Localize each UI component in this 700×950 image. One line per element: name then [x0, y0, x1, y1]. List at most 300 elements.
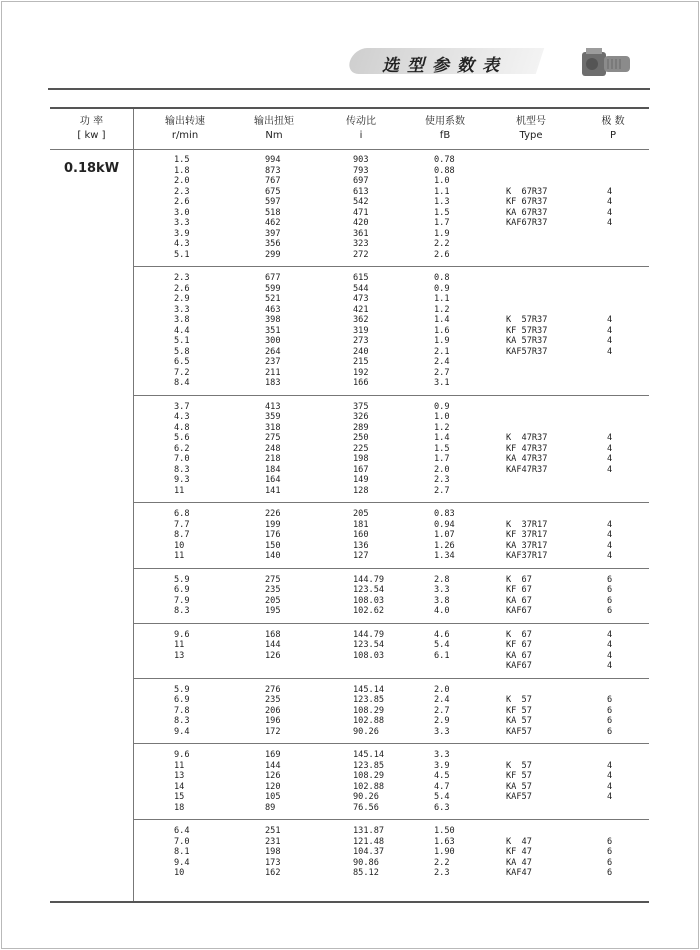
torque-cell: 597 — [265, 197, 281, 207]
service-factor-cell: 2.4 — [434, 357, 450, 367]
speed-cell: 7.0 — [174, 836, 190, 847]
speed-cell: 7.8 — [174, 705, 190, 716]
service-factor-cell: 4.6 — [434, 629, 450, 640]
torque-cell: 226 — [265, 509, 281, 519]
ratio-cell: 420 — [353, 218, 369, 228]
torque-column — [265, 630, 281, 662]
poles-cell: 6 — [607, 606, 613, 616]
service-factor-cell: 6.3 — [434, 802, 450, 813]
speed-column — [174, 509, 190, 562]
type-cell: KF 67 — [506, 640, 532, 650]
type-cell: KAF67 — [506, 606, 532, 616]
poles-cell: 4 — [607, 650, 613, 661]
service-factor-cell: 1.0 — [434, 412, 450, 422]
speed-cell: 11 — [174, 485, 185, 496]
ratio-cell: 362 — [353, 315, 369, 325]
speed-cell: 3.3 — [174, 304, 190, 315]
ratio-cell: 149 — [353, 475, 369, 485]
speed-cell: 8.4 — [174, 378, 190, 388]
service-factor-column — [434, 155, 455, 260]
poles-cell: 4 — [607, 454, 613, 464]
ratio-cell: 123.85 — [353, 760, 385, 771]
poles-cell: 6 — [607, 726, 613, 737]
speed-cell: 5.9 — [174, 574, 190, 585]
header-poles: 极 数 P — [601, 116, 625, 141]
torque-column — [265, 685, 281, 738]
ratio-cell: 319 — [353, 325, 369, 336]
speed-column — [174, 155, 190, 260]
ratio-cell: 613 — [353, 186, 369, 197]
torque-cell: 237 — [265, 357, 281, 367]
torque-cell: 89 — [265, 802, 276, 813]
table-row-group — [134, 820, 649, 885]
speed-cell: 13 — [174, 771, 185, 781]
service-factor-cell: 0.9 — [434, 401, 450, 412]
ratio-cell: 136 — [353, 540, 369, 551]
speed-cell: 2.9 — [174, 294, 190, 304]
service-factor-cell: 2.3 — [434, 868, 450, 878]
speed-column — [174, 685, 190, 738]
service-factor-cell: 0.88 — [434, 165, 455, 176]
type-column — [506, 837, 532, 879]
speed-cell: 7.0 — [174, 454, 190, 464]
speed-cell: 9.3 — [174, 475, 190, 485]
torque-cell: 176 — [265, 530, 281, 540]
ratio-cell: 123.54 — [353, 640, 385, 650]
type-cell: KA 47R37 — [506, 454, 548, 464]
table-row-group — [134, 744, 649, 820]
torque-cell: 873 — [265, 165, 281, 176]
service-factor-cell: 2.0 — [434, 464, 450, 475]
torque-cell: 275 — [265, 574, 281, 585]
speed-column — [174, 750, 190, 813]
type-column — [506, 315, 547, 357]
type-cell: KF 37R17 — [506, 530, 548, 540]
speed-cell: 3.3 — [174, 218, 190, 228]
speed-cell: 8.7 — [174, 530, 190, 540]
torque-cell: 199 — [265, 519, 281, 530]
speed-column — [174, 575, 190, 617]
torque-cell: 675 — [265, 186, 281, 197]
ratio-column — [353, 826, 384, 879]
speed-cell: 2.6 — [174, 197, 190, 207]
poles-cell: 4 — [607, 336, 613, 346]
header-power: 功 率 [ kw ] — [77, 116, 106, 141]
type-cell: K 67R37 — [506, 186, 548, 197]
service-factor-column — [434, 402, 450, 497]
ratio-cell: 181 — [353, 519, 369, 530]
poles-cell: 4 — [607, 519, 613, 530]
type-cell: KAF57 — [506, 726, 532, 737]
ratio-cell: 85.12 — [353, 868, 379, 878]
ratio-cell: 471 — [353, 207, 369, 218]
type-cell: K 37R17 — [506, 519, 548, 530]
ratio-cell: 473 — [353, 294, 369, 304]
service-factor-cell: 1.9 — [434, 228, 450, 239]
poles-column — [607, 315, 612, 357]
torque-cell: 218 — [265, 454, 281, 464]
torque-cell: 162 — [265, 868, 281, 878]
service-factor-cell: 1.4 — [434, 315, 450, 325]
torque-cell: 351 — [265, 325, 281, 336]
type-cell: KF 57R37 — [506, 325, 548, 336]
torque-cell: 173 — [265, 857, 281, 868]
ratio-cell: 361 — [353, 228, 369, 239]
speed-cell: 6.8 — [174, 509, 190, 519]
ratio-cell: 145.14 — [353, 684, 385, 695]
service-factor-cell: 1.4 — [434, 433, 450, 443]
ratio-cell: 108.03 — [353, 595, 385, 606]
service-factor-cell: 1.34 — [434, 551, 455, 561]
speed-cell: 9.6 — [174, 629, 190, 640]
service-factor-cell: 1.7 — [434, 218, 450, 228]
type-cell: KA 67 — [506, 595, 532, 606]
poles-cell: 6 — [607, 847, 613, 857]
poles-column — [607, 837, 612, 879]
service-factor-cell: 2.6 — [434, 249, 450, 260]
ratio-cell: 145.14 — [353, 750, 385, 760]
torque-cell: 275 — [265, 433, 281, 443]
header-service-factor: 使用系数 fB — [425, 116, 465, 141]
ratio-cell: 123.54 — [353, 585, 385, 595]
torque-cell: 264 — [265, 346, 281, 357]
poles-cell: 6 — [607, 868, 613, 878]
torque-cell: 994 — [265, 155, 281, 165]
speed-cell: 7.9 — [174, 595, 190, 606]
torque-column — [265, 575, 281, 617]
ratio-column — [353, 685, 384, 738]
service-factor-cell: 1.1 — [434, 294, 450, 304]
ratio-column — [353, 750, 384, 813]
type-cell: KF 67 — [506, 585, 532, 595]
torque-cell: 164 — [265, 475, 281, 485]
poles-column — [607, 761, 612, 803]
header-speed: 输出转速 r/min — [165, 116, 205, 141]
type-cell: K 57R37 — [506, 315, 548, 325]
torque-cell: 356 — [265, 239, 281, 249]
ratio-cell: 167 — [353, 464, 369, 475]
ratio-cell: 615 — [353, 273, 369, 283]
type-cell: KA 57 — [506, 716, 532, 726]
ratio-cell: 289 — [353, 422, 369, 433]
type-cell: K 57 — [506, 695, 532, 705]
poles-cell: 4 — [607, 760, 613, 771]
service-factor-cell: 4.0 — [434, 606, 450, 616]
service-factor-cell: 1.5 — [434, 207, 450, 218]
type-cell: KF 67R37 — [506, 197, 548, 207]
torque-cell: 126 — [265, 650, 281, 661]
speed-cell: 3.9 — [174, 228, 190, 239]
poles-cell: 4 — [607, 197, 613, 207]
torque-cell: 397 — [265, 228, 281, 239]
service-factor-cell: 1.3 — [434, 197, 450, 207]
ratio-column — [353, 509, 369, 562]
service-factor-cell: 2.7 — [434, 705, 450, 716]
service-factor-column — [434, 685, 450, 738]
torque-cell: 413 — [265, 401, 281, 412]
type-column — [506, 695, 532, 737]
poles-cell: 6 — [607, 716, 613, 726]
torque-cell: 463 — [265, 304, 281, 315]
speed-cell: 6.4 — [174, 826, 190, 836]
service-factor-cell: 1.90 — [434, 847, 455, 857]
torque-cell: 231 — [265, 836, 281, 847]
torque-cell: 144 — [265, 760, 281, 771]
type-cell: KF 47 — [506, 847, 532, 857]
ratio-cell: 240 — [353, 346, 369, 357]
poles-cell: 4 — [607, 207, 613, 218]
header-type: 机型号 Type — [516, 116, 546, 141]
type-cell: KA 47 — [506, 857, 532, 868]
ratio-column — [353, 273, 369, 389]
ratio-cell: 323 — [353, 239, 369, 249]
torque-cell: 120 — [265, 781, 281, 792]
type-cell: KA 67 — [506, 650, 532, 661]
ratio-cell: 90.26 — [353, 726, 379, 737]
torque-cell: 248 — [265, 443, 281, 454]
torque-cell: 677 — [265, 273, 281, 283]
poles-cell: 6 — [607, 585, 613, 595]
speed-cell: 7.7 — [174, 519, 190, 530]
service-factor-cell: 1.2 — [434, 422, 450, 433]
speed-cell: 3.0 — [174, 207, 190, 218]
torque-column — [265, 826, 281, 879]
service-factor-cell: 2.8 — [434, 574, 450, 585]
poles-column — [607, 695, 612, 737]
ratio-cell: 192 — [353, 367, 369, 378]
service-factor-cell: 5.4 — [434, 792, 450, 802]
type-cell: KAF67R37 — [506, 218, 548, 228]
torque-cell: 599 — [265, 283, 281, 294]
speed-cell: 6.2 — [174, 443, 190, 454]
torque-cell: 150 — [265, 540, 281, 551]
type-cell: KAF57R37 — [506, 346, 548, 357]
speed-cell: 8.3 — [174, 464, 190, 475]
service-factor-column — [434, 575, 450, 617]
speed-cell: 6.5 — [174, 357, 190, 367]
torque-cell: 398 — [265, 315, 281, 325]
service-factor-cell: 1.9 — [434, 336, 450, 346]
table-row-group — [134, 149, 649, 267]
service-factor-cell: 4.5 — [434, 771, 450, 781]
service-factor-cell: 1.0 — [434, 176, 450, 186]
speed-cell: 5.1 — [174, 249, 190, 260]
poles-cell: 4 — [607, 640, 613, 650]
speed-cell: 3.7 — [174, 401, 190, 412]
ratio-cell: 272 — [353, 249, 369, 260]
ratio-cell: 131.87 — [353, 826, 385, 836]
poles-cell: 4 — [607, 781, 613, 792]
ratio-cell: 123.85 — [353, 695, 385, 705]
gearmotor-icon — [578, 46, 634, 80]
speed-cell: 9.4 — [174, 857, 190, 868]
ratio-cell: 108.29 — [353, 705, 385, 716]
speed-cell: 5.6 — [174, 433, 190, 443]
ratio-cell: 375 — [353, 401, 369, 412]
speed-column — [174, 630, 190, 662]
speed-cell: 2.6 — [174, 283, 190, 294]
service-factor-column — [434, 509, 455, 562]
table-row-group — [134, 569, 649, 624]
service-factor-cell: 6.1 — [434, 650, 450, 661]
ratio-cell: 273 — [353, 336, 369, 346]
service-factor-cell: 2.4 — [434, 695, 450, 705]
speed-cell: 1.5 — [174, 155, 190, 165]
torque-cell: 126 — [265, 771, 281, 781]
type-column — [506, 433, 547, 475]
type-cell: KAF57 — [506, 792, 532, 802]
type-cell: KAF47 — [506, 868, 532, 878]
poles-cell: 4 — [607, 792, 613, 802]
speed-cell: 11 — [174, 551, 185, 561]
speed-cell: 14 — [174, 781, 185, 792]
service-factor-column — [434, 826, 455, 879]
type-cell: KF 47R37 — [506, 443, 548, 454]
service-factor-cell: 0.94 — [434, 519, 455, 530]
service-factor-cell: 3.3 — [434, 585, 450, 595]
torque-cell: 141 — [265, 485, 281, 496]
speed-cell: 13 — [174, 650, 185, 661]
torque-cell: 518 — [265, 207, 281, 218]
torque-cell: 235 — [265, 695, 281, 705]
poles-cell: 6 — [607, 857, 613, 868]
type-column — [506, 630, 532, 672]
poles-cell: 4 — [607, 551, 613, 561]
torque-cell: 183 — [265, 378, 281, 388]
type-cell: KF 57 — [506, 705, 532, 716]
poles-cell: 4 — [607, 540, 613, 551]
table-row-group — [134, 624, 649, 679]
ratio-cell: 542 — [353, 197, 369, 207]
header-ratio: 传动比 i — [346, 116, 376, 141]
type-column — [506, 575, 532, 617]
torque-cell: 205 — [265, 595, 281, 606]
type-cell: K 57 — [506, 760, 532, 771]
table-row-group — [134, 267, 649, 396]
type-cell: KA 57R37 — [506, 336, 548, 346]
service-factor-cell: 0.83 — [434, 509, 455, 519]
torque-cell: 235 — [265, 585, 281, 595]
service-factor-column — [434, 750, 450, 813]
type-cell: KAF67 — [506, 661, 532, 671]
ratio-cell: 198 — [353, 454, 369, 464]
poles-cell: 4 — [607, 433, 613, 443]
poles-cell: 4 — [607, 443, 613, 454]
type-cell: K 67 — [506, 629, 532, 640]
page-title: 选型参数表 — [382, 56, 507, 76]
speed-column — [174, 402, 190, 497]
ratio-cell: 102.88 — [353, 716, 385, 726]
poles-cell: 4 — [607, 629, 613, 640]
selection-table — [50, 107, 649, 903]
service-factor-cell: 1.07 — [434, 530, 455, 540]
service-factor-cell: 2.3 — [434, 475, 450, 485]
type-cell: K 47R37 — [506, 433, 548, 443]
ratio-cell: 104.37 — [353, 847, 385, 857]
speed-column — [174, 273, 190, 389]
service-factor-column — [434, 273, 450, 389]
speed-cell: 5.1 — [174, 336, 190, 346]
service-factor-cell: 3.9 — [434, 760, 450, 771]
type-cell: KAF37R17 — [506, 551, 548, 561]
speed-cell: 10 — [174, 540, 185, 551]
torque-cell: 300 — [265, 336, 281, 346]
service-factor-cell: 4.7 — [434, 781, 450, 792]
service-factor-cell: 1.26 — [434, 540, 455, 551]
service-factor-cell: 2.7 — [434, 367, 450, 378]
ratio-cell: 160 — [353, 530, 369, 540]
poles-cell: 4 — [607, 218, 613, 228]
service-factor-cell: 1.1 — [434, 186, 450, 197]
service-factor-cell: 0.8 — [434, 273, 450, 283]
poles-cell: 6 — [607, 836, 613, 847]
speed-cell: 4.8 — [174, 422, 190, 433]
ratio-column — [353, 575, 384, 617]
speed-cell: 2.3 — [174, 186, 190, 197]
torque-column — [265, 273, 281, 389]
service-factor-cell: 0.9 — [434, 283, 450, 294]
service-factor-cell: 2.1 — [434, 346, 450, 357]
ratio-cell: 121.48 — [353, 836, 385, 847]
ratio-cell: 144.79 — [353, 574, 385, 585]
type-cell: KA 67R37 — [506, 207, 548, 218]
ratio-cell: 326 — [353, 412, 369, 422]
speed-cell: 11 — [174, 640, 185, 650]
service-factor-cell: 2.2 — [434, 857, 450, 868]
poles-column — [607, 575, 612, 617]
speed-cell: 5.9 — [174, 684, 190, 695]
poles-cell: 6 — [607, 695, 613, 705]
torque-cell: 462 — [265, 218, 281, 228]
torque-cell: 140 — [265, 551, 281, 561]
torque-cell: 168 — [265, 629, 281, 640]
service-factor-cell: 1.7 — [434, 454, 450, 464]
ratio-cell: 421 — [353, 304, 369, 315]
poles-cell: 4 — [607, 464, 613, 475]
speed-cell: 7.2 — [174, 367, 190, 378]
ratio-cell: 544 — [353, 283, 369, 294]
type-cell: KA 37R17 — [506, 540, 548, 551]
speed-cell: 9.4 — [174, 726, 190, 737]
torque-cell: 211 — [265, 367, 281, 378]
speed-cell: 6.9 — [174, 695, 190, 705]
ratio-cell: 90.26 — [353, 792, 379, 802]
speed-cell: 8.3 — [174, 606, 190, 616]
ratio-column — [353, 402, 369, 497]
service-factor-cell: 3.3 — [434, 750, 450, 760]
speed-cell: 9.6 — [174, 750, 190, 760]
ratio-cell: 205 — [353, 509, 369, 519]
torque-cell: 169 — [265, 750, 281, 760]
type-cell: KF 57 — [506, 771, 532, 781]
torque-cell: 318 — [265, 422, 281, 433]
speed-cell: 2.3 — [174, 273, 190, 283]
service-factor-column — [434, 630, 450, 662]
service-factor-cell: 2.9 — [434, 716, 450, 726]
service-factor-cell: 1.6 — [434, 325, 450, 336]
table-row-group — [134, 396, 649, 504]
torque-cell: 276 — [265, 684, 281, 695]
header-torque: 输出扭矩 Nm — [254, 116, 294, 141]
speed-cell: 1.8 — [174, 165, 190, 176]
poles-cell: 4 — [607, 661, 613, 671]
ratio-cell: 166 — [353, 378, 369, 388]
type-column — [506, 187, 547, 229]
table-row-group — [134, 679, 649, 745]
speed-cell: 15 — [174, 792, 185, 802]
table-row-group — [134, 503, 649, 569]
service-factor-cell: 3.3 — [434, 726, 450, 737]
